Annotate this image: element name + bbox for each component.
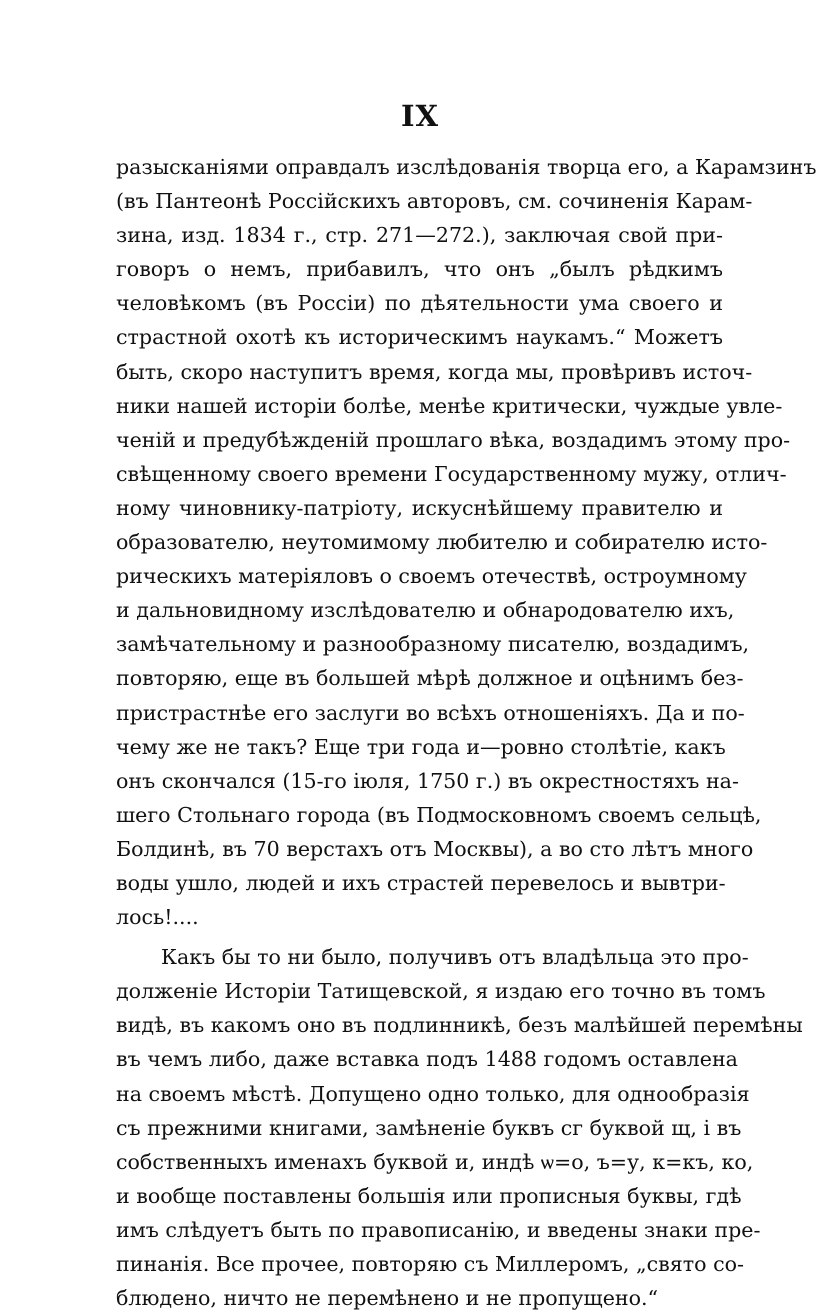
text-line: разысканіями оправдалъ изслѣдованія творца его, а Карамзинъ: [116, 155, 817, 179]
text-line: и дальновидному изслѣдователю и обнародователю ихъ,: [116, 598, 735, 623]
text-line: въ чемъ либо, даже вставка подъ 1488 годомъ оставлена: [116, 1047, 738, 1072]
page-number: IX: [400, 99, 440, 133]
text-line: пристрастнѣе его заслуги во всѣхъ отношеніяхъ. Да и по-: [116, 700, 745, 725]
text-line: говоръ о немъ, прибавилъ, что онъ „былъ рѣдкимъ: [116, 257, 723, 282]
text-line: страстной охотѣ къ историческимъ наукамъ.“ Можетъ: [116, 325, 723, 350]
text-line: (въ Пантеонѣ Россійскихъ авторовъ, см. сочиненія Карам-: [116, 189, 753, 214]
text-line: зина, изд. 1834 г., стр. 271—272.), заключая свой при-: [116, 223, 723, 248]
text-line: воды ушло, людей и ихъ страстей перевелось и вывтри-: [116, 870, 726, 895]
text-line: ники нашей исторіи болѣе, менѣе критически, чуждые увле-: [116, 393, 783, 418]
text-line: лось!....: [116, 905, 199, 930]
text-line: образователю, неутомимому любителю и собирателю исто-: [116, 530, 768, 555]
text-line: Какъ бы то ни было, получивъ отъ владѣльца это про-: [161, 945, 749, 970]
text-line: на своемъ мѣстѣ. Допущено одно только, для однообразія: [116, 1081, 750, 1106]
text-line: человѣкомъ (въ Россіи) по дѣятельности ума своего и: [116, 291, 723, 316]
text-line: съ прежними книгами, замѣненіе буквъ сг буквой щ, і въ: [116, 1115, 742, 1140]
text-line: имъ слѣдуетъ быть по правописанію, и введены знаки пре-: [116, 1217, 761, 1242]
text-line: шего Стольнаго города (въ Подмосковномъ своемъ сельцѣ,: [116, 802, 762, 827]
text-line: видѣ, въ какомъ оно въ подлинникѣ, безъ малѣйшей перемѣны: [116, 1013, 803, 1038]
body-text: [116, 150, 817, 1315]
text-line: долженіе Исторіи Татищевской, я издаю его точно въ томъ: [116, 979, 766, 1004]
paragraph-1: [116, 150, 817, 934]
text-line: повторяю, еще въ большей мѣрѣ должное и оцѣнимъ без-: [116, 666, 744, 691]
text-line: быть, скоро наступитъ время, когда мы, провѣривъ источ-: [116, 359, 753, 384]
text-line: ченій и предубѣжденій прошлаго вѣка, воздадимъ этому про-: [116, 427, 791, 452]
text-line: чему же не такъ? Еще три года и—ровно столѣтіе, какъ: [116, 734, 726, 759]
text-line: ному чиновнику-патріоту, искуснѣйшему правителю и: [116, 495, 723, 520]
text-line: рическихъ матеріяловъ о своемъ отечествѣ, остроумному: [116, 564, 747, 589]
text-line: свѣщенному своего времени Государственному мужу, отлич-: [116, 461, 787, 486]
paragraph-2: [116, 940, 803, 1315]
text-line: блюдено, ничто не перемѣнено и не пропущено.“: [116, 1286, 659, 1311]
text-line: и вообще поставлены большія или прописныя буквы, гдѣ: [116, 1183, 742, 1208]
text-line: замѣчательному и разнообразному писателю, воздадимъ,: [116, 632, 750, 657]
text-line: собственныхъ именахъ буквой и, индѣ ѡ=о, ъ=у, к=къ, ко,: [116, 1149, 754, 1174]
text-line: пинанія. Все прочее, повторяю съ Миллеромъ, „свято со-: [116, 1252, 744, 1276]
text-line: Болдинѣ, въ 70 верстахъ отъ Москвы), а во сто лѣтъ много: [116, 836, 754, 861]
text-line: онъ скончался (15-го іюля, 1750 г.) въ окрестностяхъ на-: [116, 768, 739, 793]
